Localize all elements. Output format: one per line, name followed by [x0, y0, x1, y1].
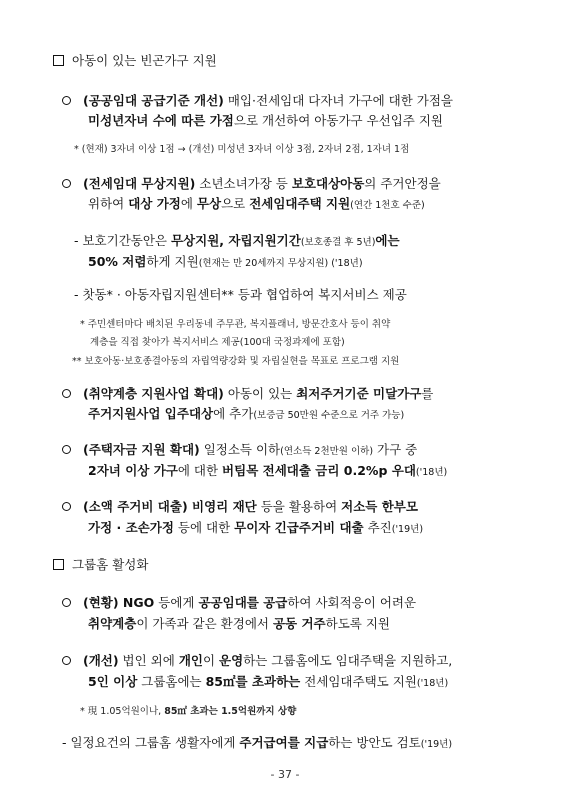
bullet-label: (공공임대 공급기준 개선): [83, 93, 224, 108]
text: - 일정요건의 그룹홈 생활자에게: [62, 735, 240, 750]
text: 에 대한: [177, 463, 223, 478]
text: 하게 지원: [146, 254, 199, 269]
bold-text: 무상: [196, 196, 222, 211]
bullet-vulnerable-support-line2: [88, 404, 404, 422]
text: 하도록 지원: [325, 616, 390, 631]
dash-item-protection-period: [74, 231, 400, 249]
small-text: ('18년): [415, 467, 448, 478]
bold-text: 2자녀 이상 가구: [88, 463, 178, 478]
bold-text: 운영: [219, 653, 244, 668]
bold-text: 주거지원사업 입주대상: [88, 406, 214, 421]
small-text: (연간 1천호 수준): [350, 200, 425, 211]
bullet-label: (취약계층 지원사업 확대): [83, 386, 224, 401]
footnote-1a: * 주민센터마다 배치된 우리동네 주무관, 복지플래너, 방문간호사 등이 취약: [80, 319, 391, 330]
bold-text: 공공임대를 공급: [198, 595, 288, 610]
text: - 보호기간동안은: [74, 233, 171, 248]
text: 에: [180, 196, 197, 211]
bold-text: 무상지원, 자립지원기간: [170, 233, 301, 248]
bold-text: 저소득 한부모: [341, 499, 418, 514]
text: 추진: [363, 520, 392, 535]
circle-bullet-icon: [62, 502, 71, 511]
section-title: 그룹홈 활성화: [72, 557, 149, 572]
small-text: (보호종결 후 5년): [300, 237, 376, 248]
small-text: ('19년): [420, 739, 453, 750]
bold-text: 공동 거주: [272, 616, 326, 631]
bullet-jeonse-free-line2: [88, 194, 425, 212]
bold-text: 가정 · 조손가정: [88, 520, 174, 535]
bold-text: 85㎡를 초과하는: [205, 674, 301, 689]
bullet-housing-fund: [62, 440, 417, 458]
page-number: - 37 -: [270, 768, 300, 781]
bold-text: 주거급여를 지급: [239, 735, 329, 750]
square-bullet-icon: [53, 55, 64, 66]
text: 전세임대주택도 지원: [300, 674, 417, 689]
bullet-housing-fund-line2: [88, 461, 447, 479]
small-text: ('18년): [416, 678, 449, 689]
bullet-label: (현황): [83, 595, 119, 610]
square-bullet-icon: [53, 559, 64, 570]
bullet-label: (개선): [83, 653, 119, 668]
bullet-status: [62, 593, 416, 611]
bullet-improvement-line2: [88, 672, 448, 690]
note-limit-increase: [80, 703, 296, 717]
text: 이 가족과 같은 환경에서: [136, 616, 273, 631]
bold-text: 에는: [375, 233, 400, 248]
text: 일정소득 이하: [199, 442, 281, 457]
dash-item-protection-period-line2: [88, 252, 363, 270]
bold-text: 미성년자녀 수에 따른 가점: [88, 113, 234, 128]
small-text: (연소득 2천만원 이하): [280, 446, 374, 457]
text: 아동이 있는: [223, 386, 297, 401]
text: 등에 대한: [173, 520, 235, 535]
bullet-public-rental-line2: [88, 111, 443, 129]
text: 위하여: [88, 196, 129, 211]
circle-bullet-icon: [62, 179, 71, 188]
bold-text: 보호대상아동: [291, 176, 365, 191]
text: 으로: [221, 196, 250, 211]
text: 하여 사회적응이 어려운: [287, 595, 417, 610]
bold-text: 무이자 긴급주거비 대출: [234, 520, 364, 535]
bold-text: 대상 가정: [128, 196, 181, 211]
circle-bullet-icon: [62, 445, 71, 454]
bold-text: 개인: [178, 653, 203, 668]
bullet-label: (전세임대 무상지원): [83, 176, 196, 191]
bullet-improvement: [62, 651, 452, 669]
bullet-vulnerable-support: [62, 384, 433, 402]
circle-bullet-icon: [62, 96, 71, 105]
footnote-2: ** 보호아동·보호종결아동의 자립역량강화 및 자립실현을 목표로 프로그램 지원: [72, 356, 400, 367]
bold-text: NGO: [118, 595, 155, 610]
text: 가구 중: [373, 442, 418, 457]
bold-text: 최저주거기준 미달가구: [296, 386, 422, 401]
bold-text: 비영리 재단: [187, 499, 257, 514]
bullet-small-loan-line2: [88, 518, 423, 536]
text: 등에게: [154, 595, 199, 610]
text: 등을 활용하여: [256, 499, 342, 514]
bullet-public-rental: [62, 91, 453, 109]
bullet-label: (주택자금 지원 확대): [83, 442, 200, 457]
footnote-1b: 계층을 직접 찾아가 복지서비스 제공(100대 국정과제에 포함): [90, 337, 345, 348]
bullet-label: (소액 주거비 대출): [83, 499, 188, 514]
text: 를: [421, 386, 434, 401]
circle-bullet-icon: [62, 389, 71, 398]
section-heading-2: [53, 555, 148, 573]
text: 법인 외에: [118, 653, 179, 668]
circle-bullet-icon: [62, 598, 71, 607]
small-text: ('19년): [391, 524, 424, 535]
small-text: (보증금 50만원 수준으로 거주 가능): [253, 410, 405, 421]
text: 의 주거안정을: [364, 176, 441, 191]
text: 소년소녀가장 등: [195, 176, 292, 191]
section-title: 아동이 있는 빈곤가구 지원: [72, 53, 217, 68]
text: 하는 방안도 검토: [328, 735, 421, 750]
bullet-text: 매입·전세임대 다자녀 가구에 대한 가점을: [223, 93, 454, 108]
bullet-jeonse-free: [62, 174, 441, 192]
section-heading-1: [53, 51, 217, 69]
text: * 現 1.05억원이나,: [80, 706, 165, 717]
text: 으로 개선하여 아동가구 우선입주 지원: [233, 113, 443, 128]
bold-text: 85㎡ 초과는 1.5억원까지 상향: [164, 706, 297, 717]
bold-text: 취약계층: [88, 616, 137, 631]
text: 그룹홈에는: [137, 674, 206, 689]
circle-bullet-icon: [62, 656, 71, 665]
bullet-small-loan: [62, 497, 418, 515]
note-current-vs-improved: * (현재) 3자녀 이상 1점 → (개선) 미성년 3자녀 이상 3점, 2자녀 2점, 1자녀 1점: [74, 144, 410, 155]
small-text: (현재는 만 20세까지 무상지원) ('18년): [198, 258, 363, 269]
dash-item-welfare-service: - 찻동* · 아동자립지원센터** 등과 협업하여 복지서비스 제공: [74, 287, 407, 302]
bold-text: 버팀목 전세대출 금리 0.2%p 우대: [222, 463, 416, 478]
text: 하는 그룹홈에도 임대주택을 지원하고,: [243, 653, 453, 668]
bold-text: 전세임대주택 지원: [249, 196, 351, 211]
bold-text: 50% 저렴: [88, 254, 147, 269]
text: 에 추가: [213, 406, 254, 421]
bullet-status-line2: [88, 614, 390, 632]
text: 이: [202, 653, 220, 668]
dash-item-housing-benefit: [62, 733, 452, 751]
bold-text: 5인 이상: [88, 674, 138, 689]
